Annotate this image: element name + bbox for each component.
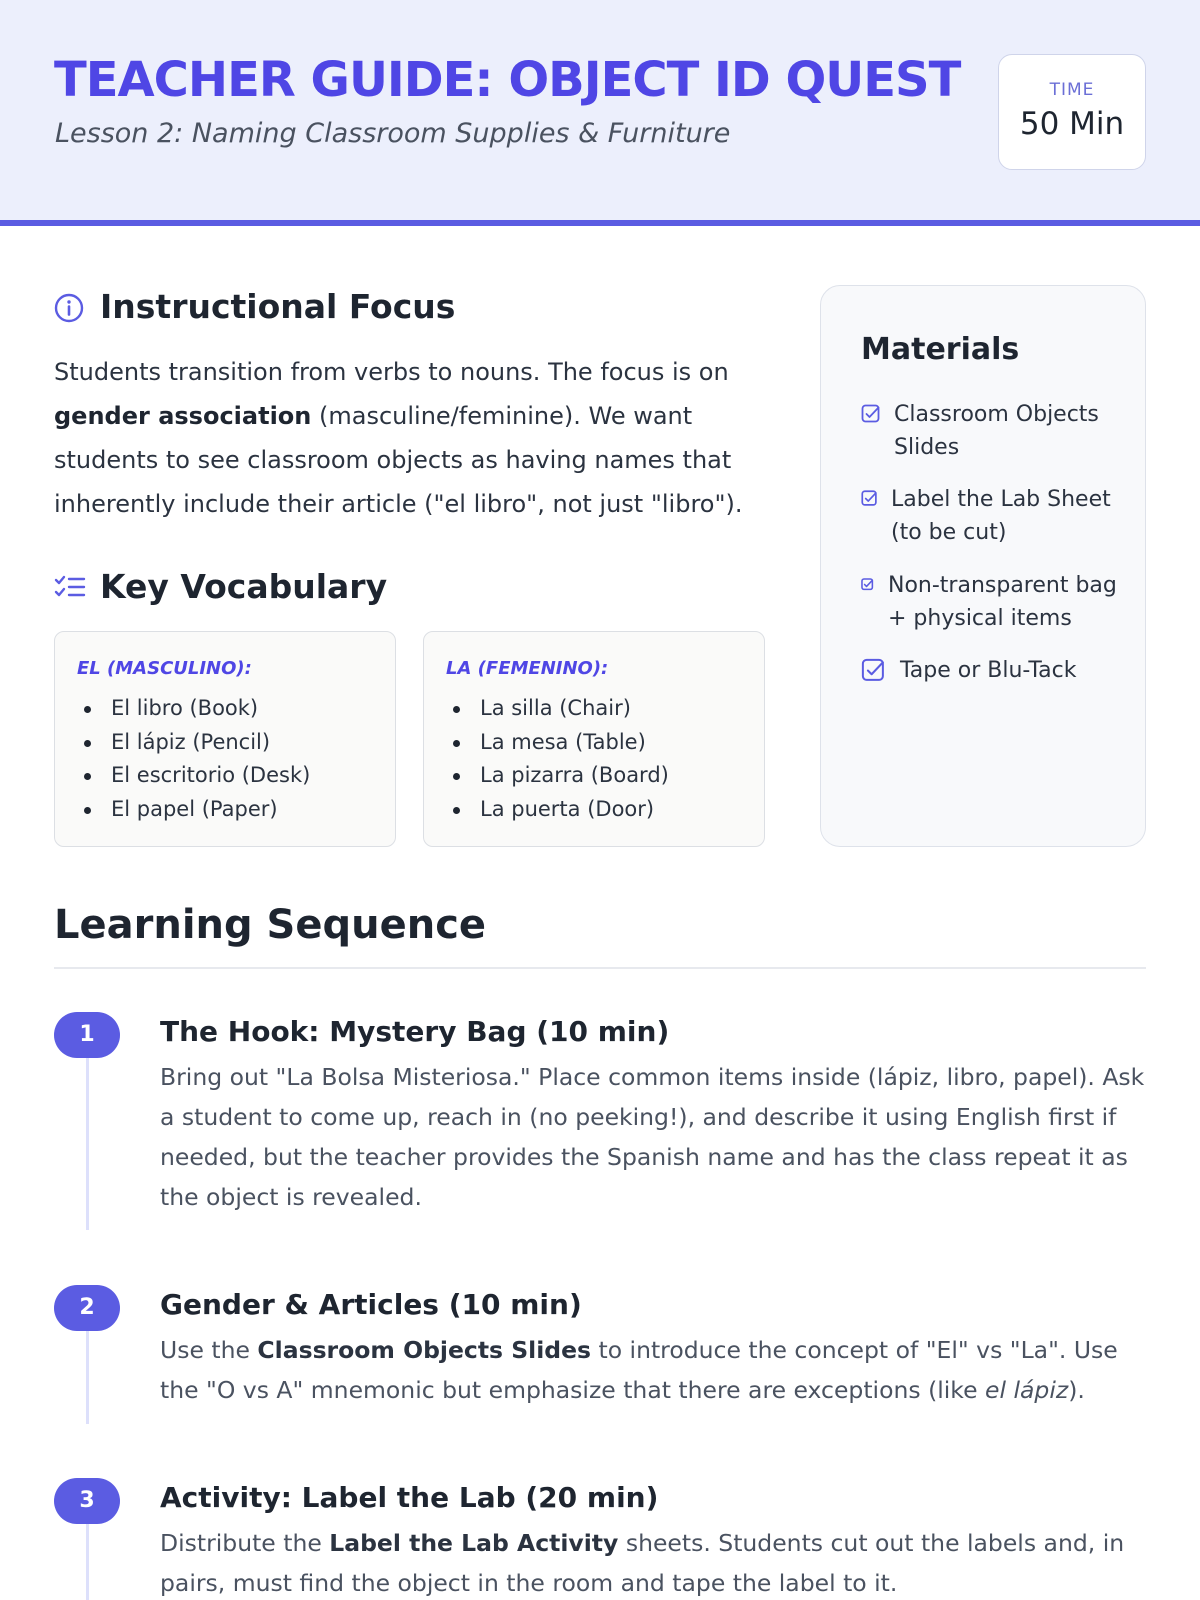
time-value: 50 Min <box>1019 106 1125 142</box>
step-description: Bring out "La Bolsa Misteriosa." Place common items inside (lápiz, libro, papel). Ask a student to come up, reach in (no peeking!), and describe it using English first if needed, but the teacher provides the Spanish name and has the class repeat it as the object is revealed. <box>160 1063 1145 1211</box>
list-item: La puerta (Door) <box>446 793 669 827</box>
vocab-card-masculine <box>54 631 396 847</box>
list-item: La pizarra (Board) <box>446 759 669 793</box>
materials-item-label: Non-transparent bag + physical items <box>888 573 1117 631</box>
materials-item <box>861 483 1131 549</box>
vocab-masculine-heading: EL (MASCULINO): <box>77 658 252 679</box>
step-title: The Hook: Mystery Bag (10 min) <box>160 1015 670 1048</box>
focus-paragraph <box>54 350 754 526</box>
list-item: El lápiz (Pencil) <box>77 726 310 760</box>
step-desc-bold: Classroom Objects Slides <box>257 1336 592 1364</box>
checkbox-icon <box>861 490 878 507</box>
step-desc-bold: Label the Lab Activity <box>329 1529 619 1557</box>
focus-text-2: (masculine/feminine). We want students to see classroom objects as having names that inherently include their article ("el libro", not just "libro"). <box>54 402 743 518</box>
list-item: El escritorio (Desk) <box>77 759 310 793</box>
list-item: El papel (Paper) <box>77 793 310 827</box>
materials-heading: Materials <box>861 332 1020 367</box>
focus-text-bold: gender association <box>54 402 312 430</box>
materials-item <box>861 654 1131 687</box>
step-desc-text: to introduce the concept of "El" vs "La". Use the "O vs A" mnemonic but emphasize that there are exceptions (like <box>160 1336 1118 1404</box>
materials-item <box>861 569 1131 635</box>
step-number-badge: 1 <box>54 1012 120 1058</box>
step-timeline-line <box>86 1040 89 1230</box>
vocab-feminine-heading: LA (FEMENINO): <box>446 658 609 679</box>
materials-item-label: Label the Lab Sheet (to be cut) <box>891 487 1111 545</box>
header <box>0 0 1200 226</box>
step-number-badge: 2 <box>54 1285 120 1331</box>
sequence-heading: Learning Sequence <box>54 902 487 948</box>
materials-item-label: Tape or Blu-Tack <box>900 658 1077 683</box>
materials-item-label: Classroom Objects Slides <box>894 402 1099 460</box>
step-number-badge: 3 <box>54 1478 120 1524</box>
vocab-card-feminine <box>423 631 765 847</box>
step-description <box>160 1330 1150 1410</box>
step-desc-text: Use the <box>160 1336 258 1364</box>
step-title: Gender & Articles (10 min) <box>160 1288 582 1321</box>
list-item: El libro (Book) <box>77 692 310 726</box>
vocab-masculine-list <box>77 692 310 826</box>
checkbox-icon <box>861 658 886 683</box>
materials-panel <box>820 285 1146 847</box>
step-title: Activity: Label the Lab (20 min) <box>160 1481 659 1514</box>
divider <box>54 967 1146 969</box>
vocab-heading: Key Vocabulary <box>100 567 388 606</box>
time-badge <box>998 54 1146 170</box>
step-desc-text: sheets. Students cut out the labels and, in pairs, must find the object in the room and tape the label to it. <box>160 1529 1125 1597</box>
page-title: TEACHER GUIDE: OBJECT ID QUEST <box>54 52 961 108</box>
checkbox-icon <box>861 404 881 424</box>
info-icon <box>54 293 84 323</box>
time-label: TIME <box>1049 80 1095 100</box>
step-desc-text: ). <box>1068 1376 1085 1404</box>
list-check-icon <box>54 573 86 601</box>
focus-text-1: Students transition from verbs to nouns. The focus is on <box>54 358 729 386</box>
list-item: La mesa (Table) <box>446 726 669 760</box>
vocab-feminine-list <box>446 692 669 826</box>
focus-heading: Instructional Focus <box>100 287 456 326</box>
checkbox-icon <box>861 578 874 591</box>
step-description <box>160 1523 1150 1600</box>
materials-item <box>861 398 1131 464</box>
page-subtitle: Lesson 2: Naming Classroom Supplies & Furniture <box>55 118 731 149</box>
step-desc-italic: el lápiz <box>985 1376 1069 1404</box>
list-item: La silla (Chair) <box>446 692 669 726</box>
step-desc-text: Distribute the <box>160 1529 330 1557</box>
